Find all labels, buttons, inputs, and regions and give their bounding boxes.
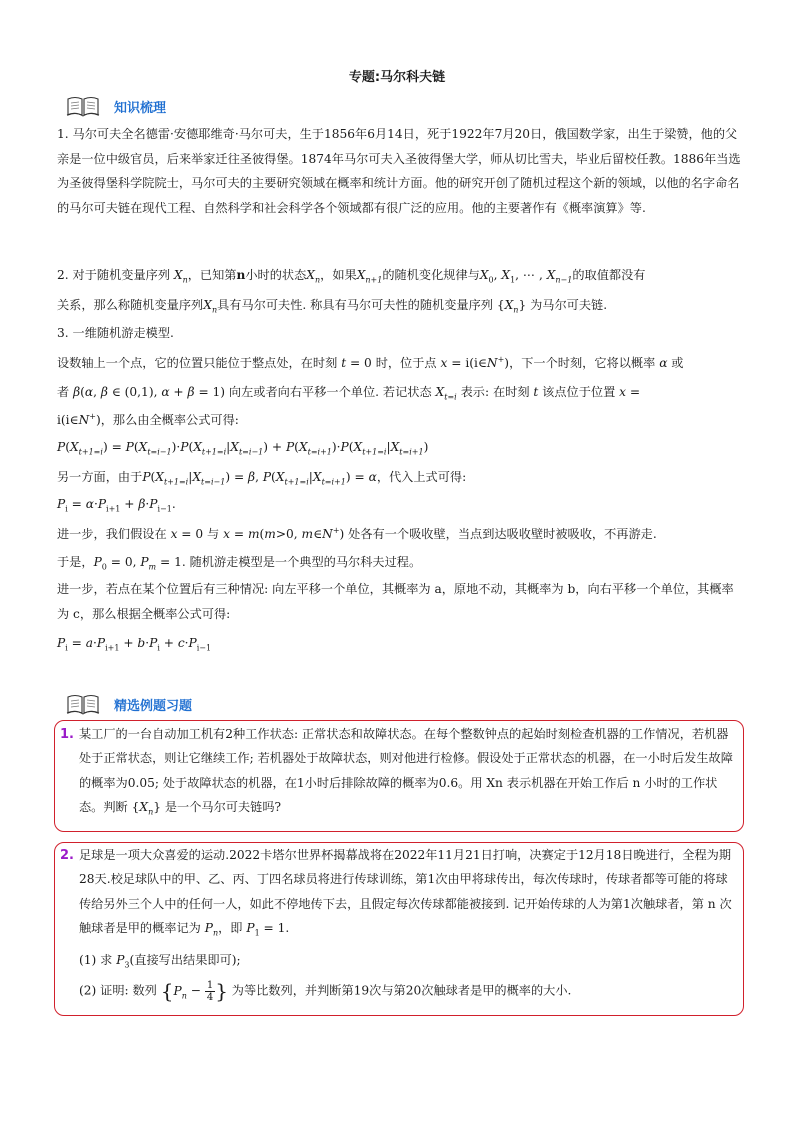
- knowledge-para-9: 于是，$P_0 = 0$, $P_m = 1$. 随机游走模型是一个典型的马尔科夫过程。: [57, 555, 422, 572]
- section-header-knowledge: [66, 92, 166, 120]
- knowledge-para-2-line2: 关系，那么称随机变量序列$X_n$具有马尔可夫性. 称具有马尔可夫性的随机变量序列 $\{X_n\}$ 为马尔可夫链.: [57, 298, 608, 315]
- formula-total-probability: $P(X_{t+1=i}) = P(X_{t=i-1})\cdot P(X_{t+1=i}|X_{t=i-1}) + P(X_{t=i+1})\cdot P(X_{t+1=i}|X_{t=i+1})$: [57, 440, 429, 457]
- open-book-icon: [66, 95, 100, 117]
- knowledge-para-3: 3. 一维随机游走模型.: [57, 326, 174, 340]
- section-header-examples: [66, 690, 192, 718]
- page-title: 专题:马尔科夫链: [348, 70, 446, 85]
- knowledge-para-8: 进一步，我们假设在 x = 0 与 x = m(m>0, m∈N+) 处各有一个吸收壁，当点到达吸收壁时被吸收，不再游走.: [57, 525, 657, 541]
- knowledge-para-4-line1: 设数轴上一个点，它的位置只能位于整点处，在时刻 t = 0 时，位于点 x = i(i∈N+)，下一个时刻，它将以概率 α 或: [57, 354, 684, 370]
- question-2-text: 足球是一项大众喜爱的运动.2022卡塔尔世界杯揭幕战将在2022年11月21日打响，决赛定于12月18日晚进行，全程为期28天.校足球队中的甲、乙、丙、丁四名球员将进行传球训练，第1次由甲将球传出，每次传球时，传球者都等可能的将球传给另外三个人中的任何一人，如此不停地传下去，且假定每次传球都能被接到. 记开始传球的人为第1次触球者，第 n 次触球者是甲的概率记为 $P_n$，即 $P_1 = 1$.: [79, 848, 732, 938]
- section-label-knowledge: 知识梳理: [114, 100, 167, 116]
- question-2-number: 2.: [60, 848, 74, 863]
- section-label-examples: 精选例题习题: [114, 698, 193, 714]
- knowledge-para-4-line2: 者 β(α, β ∈ (0,1), α + β = 1) 向左或者向右平移一个单位. 若记状态 $X_{t=i}$ 表示: 在时刻 t 该点位于位置 x =: [57, 385, 641, 402]
- question-2-part-2: (2) 证明: 数列 {$P_n$ − $\frac{1}{4}$ } 为等比数列，并判断第19次与第20次触球者是甲的概率的大小.: [79, 979, 572, 1003]
- knowledge-para-10: 进一步，若点在某个位置后有三种情况: 向左平移一个单位，其概率为 a，原地不动，其概率为 b，向右平移一个单位，其概率为 c，那么根据全概率公式可得:: [57, 582, 734, 621]
- knowledge-para-1: 1. 马尔可夫全名德雷·安德耶维奇·马尔可夫，生于1856年6月14日，死于1922年7月20日，俄国数学家，出生于梁赞，他的父亲是一位中级官员，后来举家迁往圣彼得堡。1874年马尔可夫入圣彼得堡大学，师从切比雪夫，毕业后留校任教。1886年当选为圣彼得堡科学院院士，马尔可夫的主要研究领域在概率和统计方面。他的研究开创了随机过程这个新的领域，以他的名字命名的马尔可夫链在现代工程、自然科学和社会科学各个领域都有很广泛的应用。他的主要著作有《概率演算》等.: [57, 127, 741, 215]
- knowledge-para-4-line3: i(i∈N+)，那么由全概率公式可得:: [57, 411, 239, 427]
- question-2-box: [54, 842, 744, 1016]
- knowledge-para-6: 另一方面，由于$P(X_{t+1=i}|X_{t=i-1}) = \beta$, $P(X_{t+1=i}|X_{t=i+1}) = \alpha$，代入上式可得:: [57, 470, 467, 487]
- open-book-icon: [66, 693, 100, 715]
- question-1-box: [54, 720, 744, 832]
- formula-recurrence: $P_i = \alpha\cdot P_{i+1} + \beta\cdot P_{i-1}$.: [57, 497, 176, 514]
- question-1-text: 某工厂的一台自动加工机有2种工作状态: 正常状态和故障状态。在每个整数钟点的起始时刻检查机器的工作情况，若机器处于正常状态，则让它继续工作; 若机器处于故障状态，则对他进行检修。假设处于正常状态的机器，在一小时后发生故障的概率为0.05; 处于故障状态的机器，在1小时后排除故障的概率为0.6。用 Xn 表示机器在开始工作后 n 小时的工作状态。判断 $\{X_n\}$ 是一个马尔可夫链吗?: [79, 727, 733, 817]
- question-2-part-1: (1) 求 $P_3$(直接写出结果即可);: [79, 953, 241, 970]
- formula-three-state: $P_i = a\cdot P_{i+1} + b\cdot P_i + c\cdot P_{i-1}$: [57, 636, 212, 653]
- question-1-number: 1.: [60, 727, 74, 742]
- knowledge-para-2-line1: 2. 对于随机变量序列 $X_n$，已知第n小时的状态$X_n$，如果$X_{n+1}$的随机变化规律与$X_0$, $X_1$, ⋯ , $X_{n-1}$的取值都没有: [57, 268, 646, 285]
